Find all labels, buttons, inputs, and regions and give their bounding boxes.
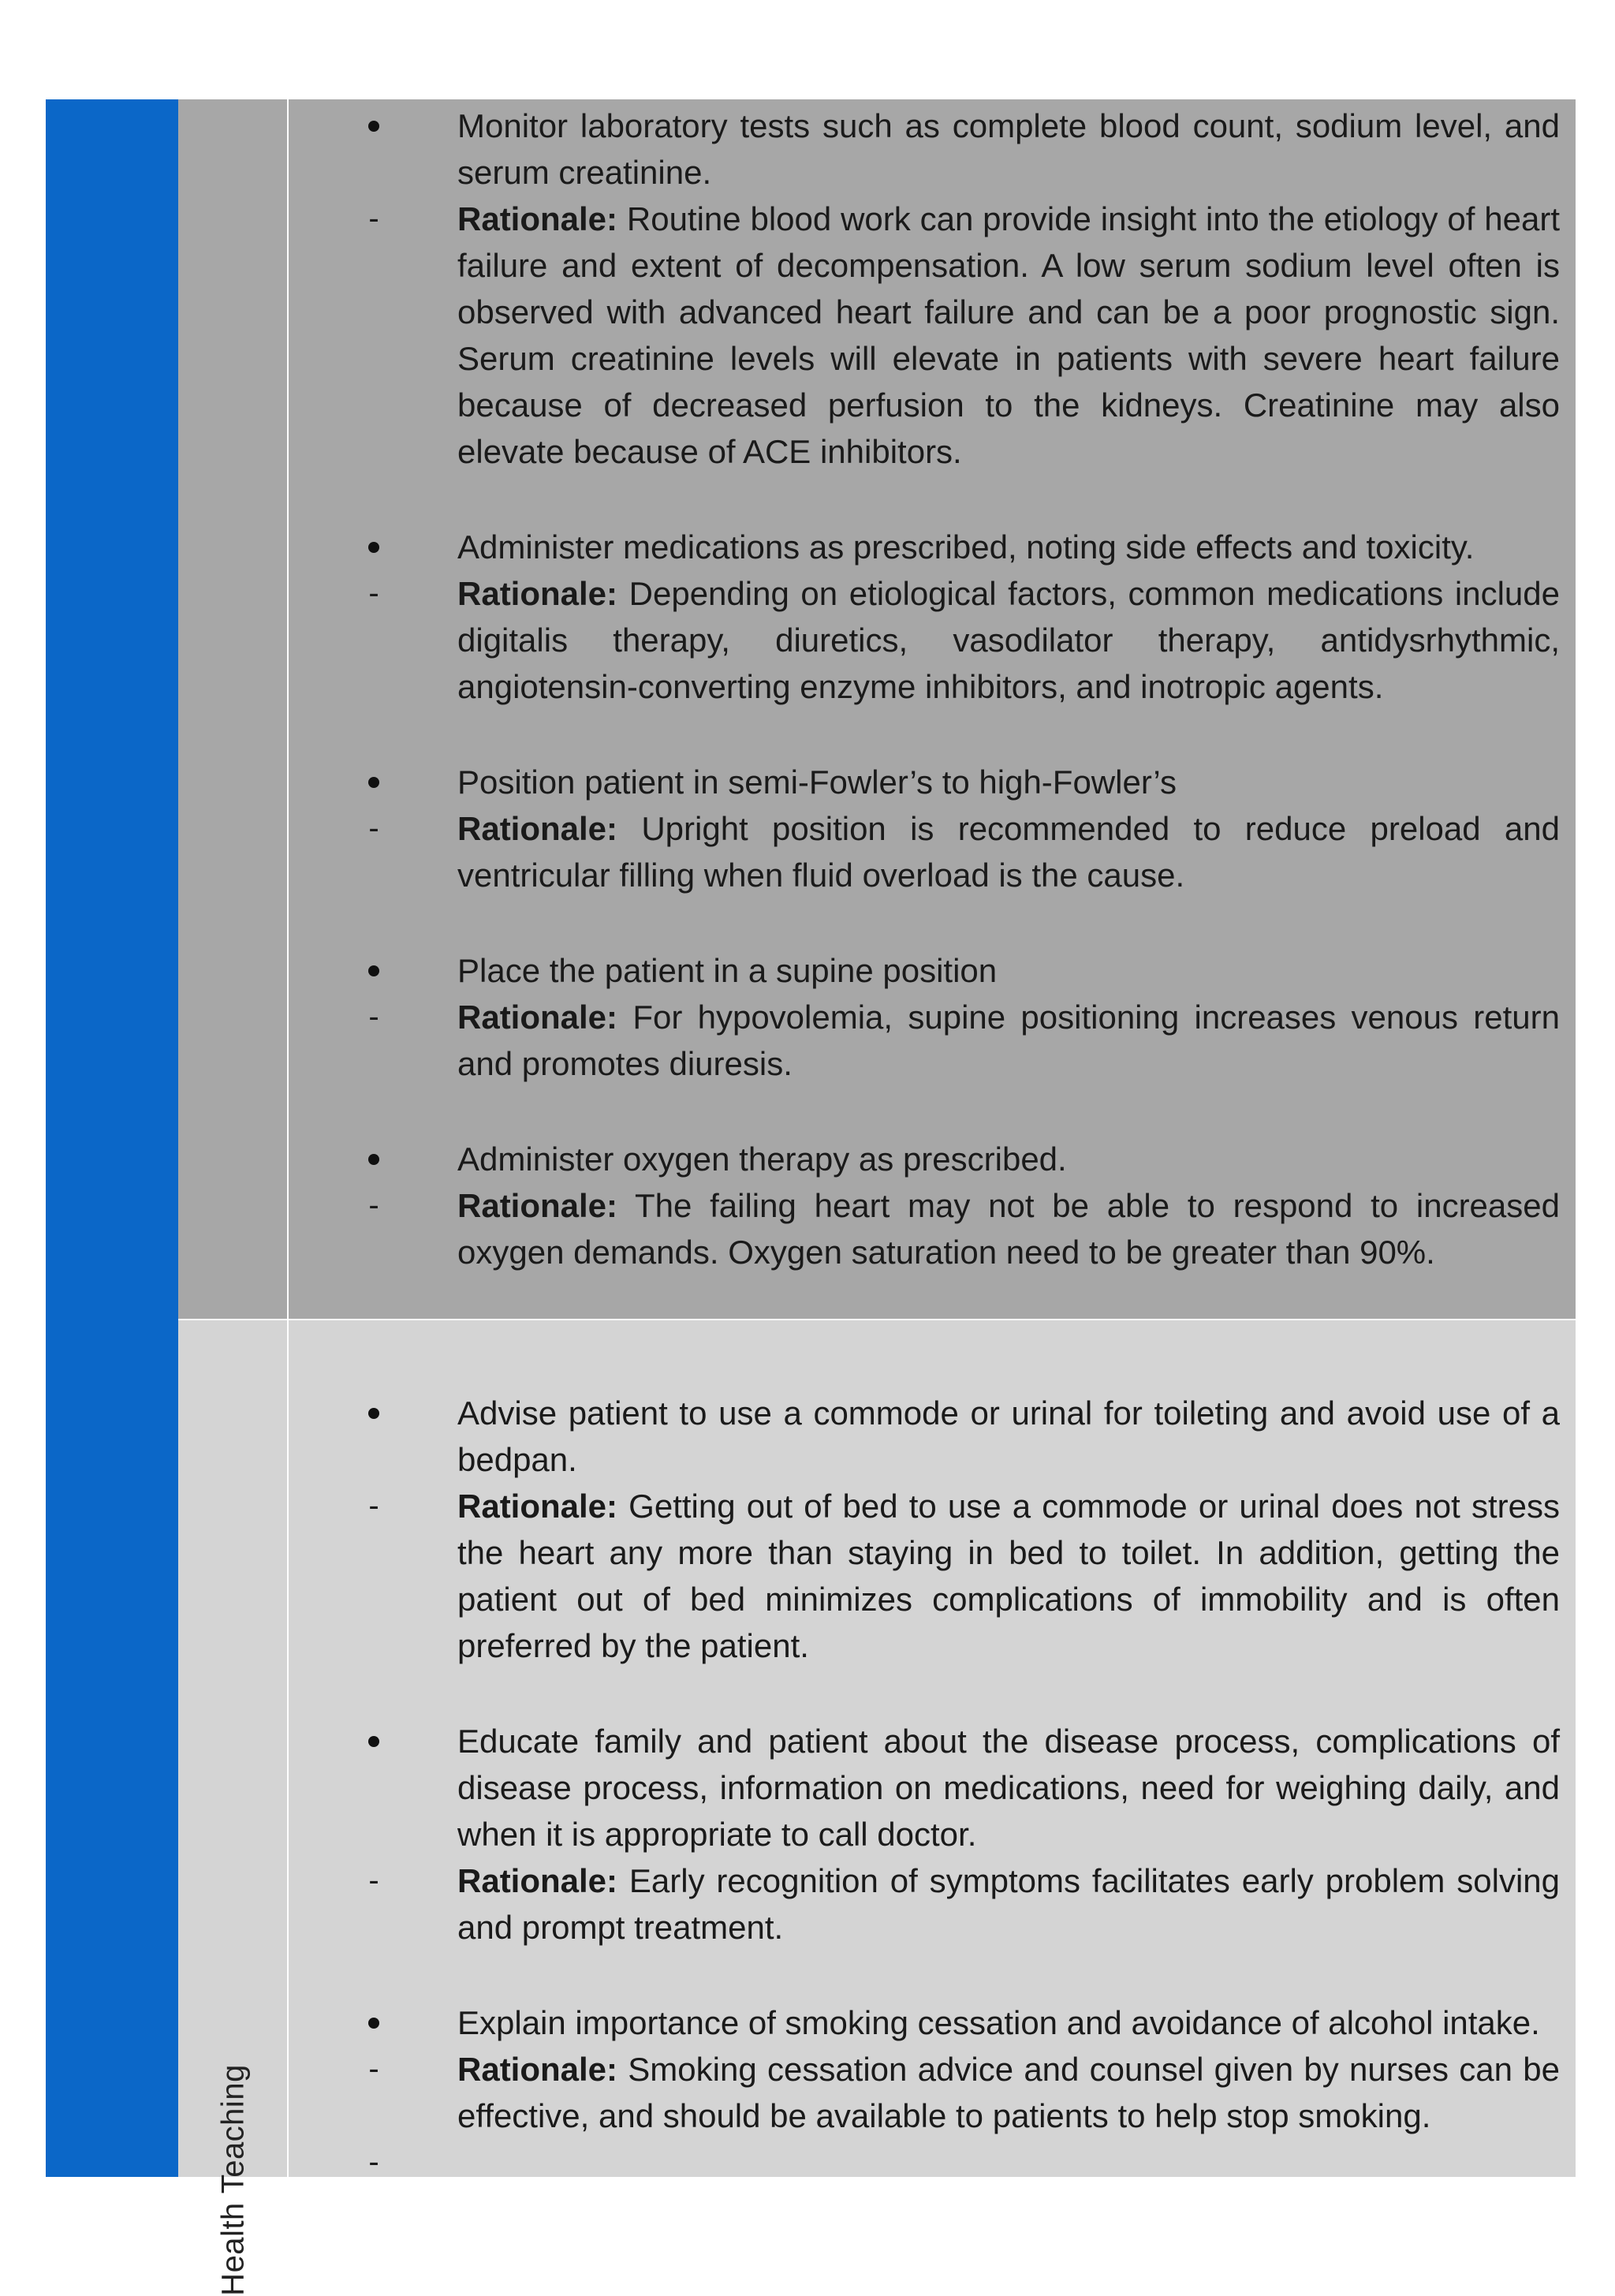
dash-marker: - (368, 2051, 379, 2086)
section-label-text: Health Teaching (215, 2064, 251, 2296)
trailing-dash-line (289, 2139, 1560, 2186)
section2-content-cell (289, 1320, 1576, 2177)
intervention-rationale (289, 805, 1560, 898)
intervention-rationale (289, 570, 1560, 710)
intervention-action-text: Monitor laboratory tests such as complete blood count, sodium level, and serum creatinine. (457, 107, 1560, 191)
rationale-label: Rationale: (457, 200, 618, 237)
section-label-health-teaching (178, 1320, 289, 2296)
bullet-icon (358, 1718, 390, 1764)
intervention-rationale (289, 2046, 1560, 2139)
bullet-icon (358, 947, 390, 994)
intervention-action-text: Administer medications as prescribed, noting side effects and toxicity. (457, 528, 1475, 566)
intervention-item (289, 1999, 1560, 2139)
bullet-icon (358, 1390, 390, 1436)
dash-marker: - (368, 1488, 379, 1523)
intervention-action (289, 947, 1560, 994)
rationale-text: Getting out of bed to use a commode or urinal does not stress the heart any more than staying in bed to toilet. In addition, getting the patient out of bed minimizes complications of immobility and is often preferred by the patient. (457, 1488, 1560, 1664)
intervention-action (289, 759, 1560, 805)
section1-label-cell (178, 99, 289, 1319)
rationale-label: Rationale: (457, 2051, 618, 2088)
blue-sidebar-column (46, 99, 178, 2177)
intervention-rationale (289, 196, 1560, 475)
intervention-rationale (289, 994, 1560, 1087)
dash-marker: - (368, 576, 379, 610)
rationale-label: Rationale: (457, 810, 618, 847)
rationale-text: The failing heart may not be able to respond to increased oxygen demands. Oxygen saturation need to be greater than 90%. (457, 1187, 1560, 1271)
bullet-icon (358, 524, 390, 570)
rationale-text: Smoking cessation advice and counsel given by nurses can be effective, and should be available to patients to help stop smoking. (457, 2051, 1560, 2134)
dash-marker: - (368, 201, 379, 236)
intervention-action-text: Place the patient in a supine position (457, 952, 998, 989)
intervention-rationale (289, 1483, 1560, 1669)
intervention-action-text: Administer oxygen therapy as prescribed. (457, 1141, 1067, 1178)
rationale-text: Upright position is recommended to reduce preload and ventricular filling when fluid overload is the cause. (457, 810, 1560, 894)
intervention-item (289, 1718, 1560, 1951)
rationale-text: Routine blood work can provide insight into the etiology of heart failure and extent of decompensation. A low serum sodium level often is observed with advanced heart failure and can be a poor prognostic sign. Serum creatinine levels will elevate in patients with severe heart failure because of decreased perfusion to the kidneys. Creatinine may also elevate because of ACE inhibitors. (457, 200, 1560, 470)
intervention-action (289, 1136, 1560, 1182)
intervention-rationale (289, 1182, 1560, 1275)
intervention-action (289, 1718, 1560, 1857)
rationale-label: Rationale: (457, 1862, 618, 1899)
rationale-text: For hypovolemia, supine positioning increases venous return and promotes diuresis. (457, 999, 1560, 1082)
intervention-item (289, 524, 1560, 710)
bullet-icon (358, 103, 390, 149)
intervention-action (289, 1999, 1560, 2046)
dash-marker: - (368, 999, 379, 1034)
intervention-action (289, 103, 1560, 196)
rationale-text: Depending on etiological factors, common medications include digitalis therapy, diuretics, vasodilator therapy, antidysrhythmic, angiotensin-converting enzyme inhibitors, and inotropic agents. (457, 575, 1560, 705)
intervention-item (289, 947, 1560, 1087)
rationale-label: Rationale: (457, 575, 618, 612)
dash-marker: - (368, 2145, 379, 2179)
intervention-action (289, 524, 1560, 570)
intervention-action-text: Advise patient to use a commode or urinal for toileting and avoid use of a bedpan. (457, 1394, 1560, 1478)
intervention-item (289, 1390, 1560, 1669)
intervention-action-text: Educate family and patient about the disease process, complications of disease process, information on medications, need for weighing daily, and when it is appropriate to call doctor. (457, 1723, 1560, 1853)
section1-item-list (289, 103, 1560, 1324)
dash-marker: - (368, 1863, 379, 1898)
bullet-icon (358, 1136, 390, 1182)
section1-content-cell (289, 99, 1576, 1319)
intervention-rationale (289, 1857, 1560, 1951)
dash-marker: - (368, 1188, 379, 1223)
intervention-item (289, 1136, 1560, 1275)
care-plan-table (46, 99, 1576, 2296)
section2-label-cell (178, 1320, 289, 2296)
dash-marker: - (368, 811, 379, 846)
intervention-action-text: Explain importance of smoking cessation and avoidance of alcohol intake. (457, 2004, 1540, 2041)
intervention-item (289, 103, 1560, 475)
rationale-label: Rationale: (457, 999, 618, 1036)
rationale-text: Early recognition of symptoms facilitates early problem solving and prompt treatment. (457, 1862, 1560, 1946)
intervention-action-text: Position patient in semi-Fowler’s to high-Fowler’s (457, 763, 1177, 801)
bullet-icon (358, 759, 390, 805)
bullet-icon (358, 1999, 390, 2046)
intervention-item (289, 759, 1560, 898)
intervention-action (289, 1390, 1560, 1483)
rationale-label: Rationale: (457, 1488, 618, 1525)
rationale-label: Rationale: (457, 1187, 618, 1224)
section2-item-list (289, 1390, 1560, 2186)
